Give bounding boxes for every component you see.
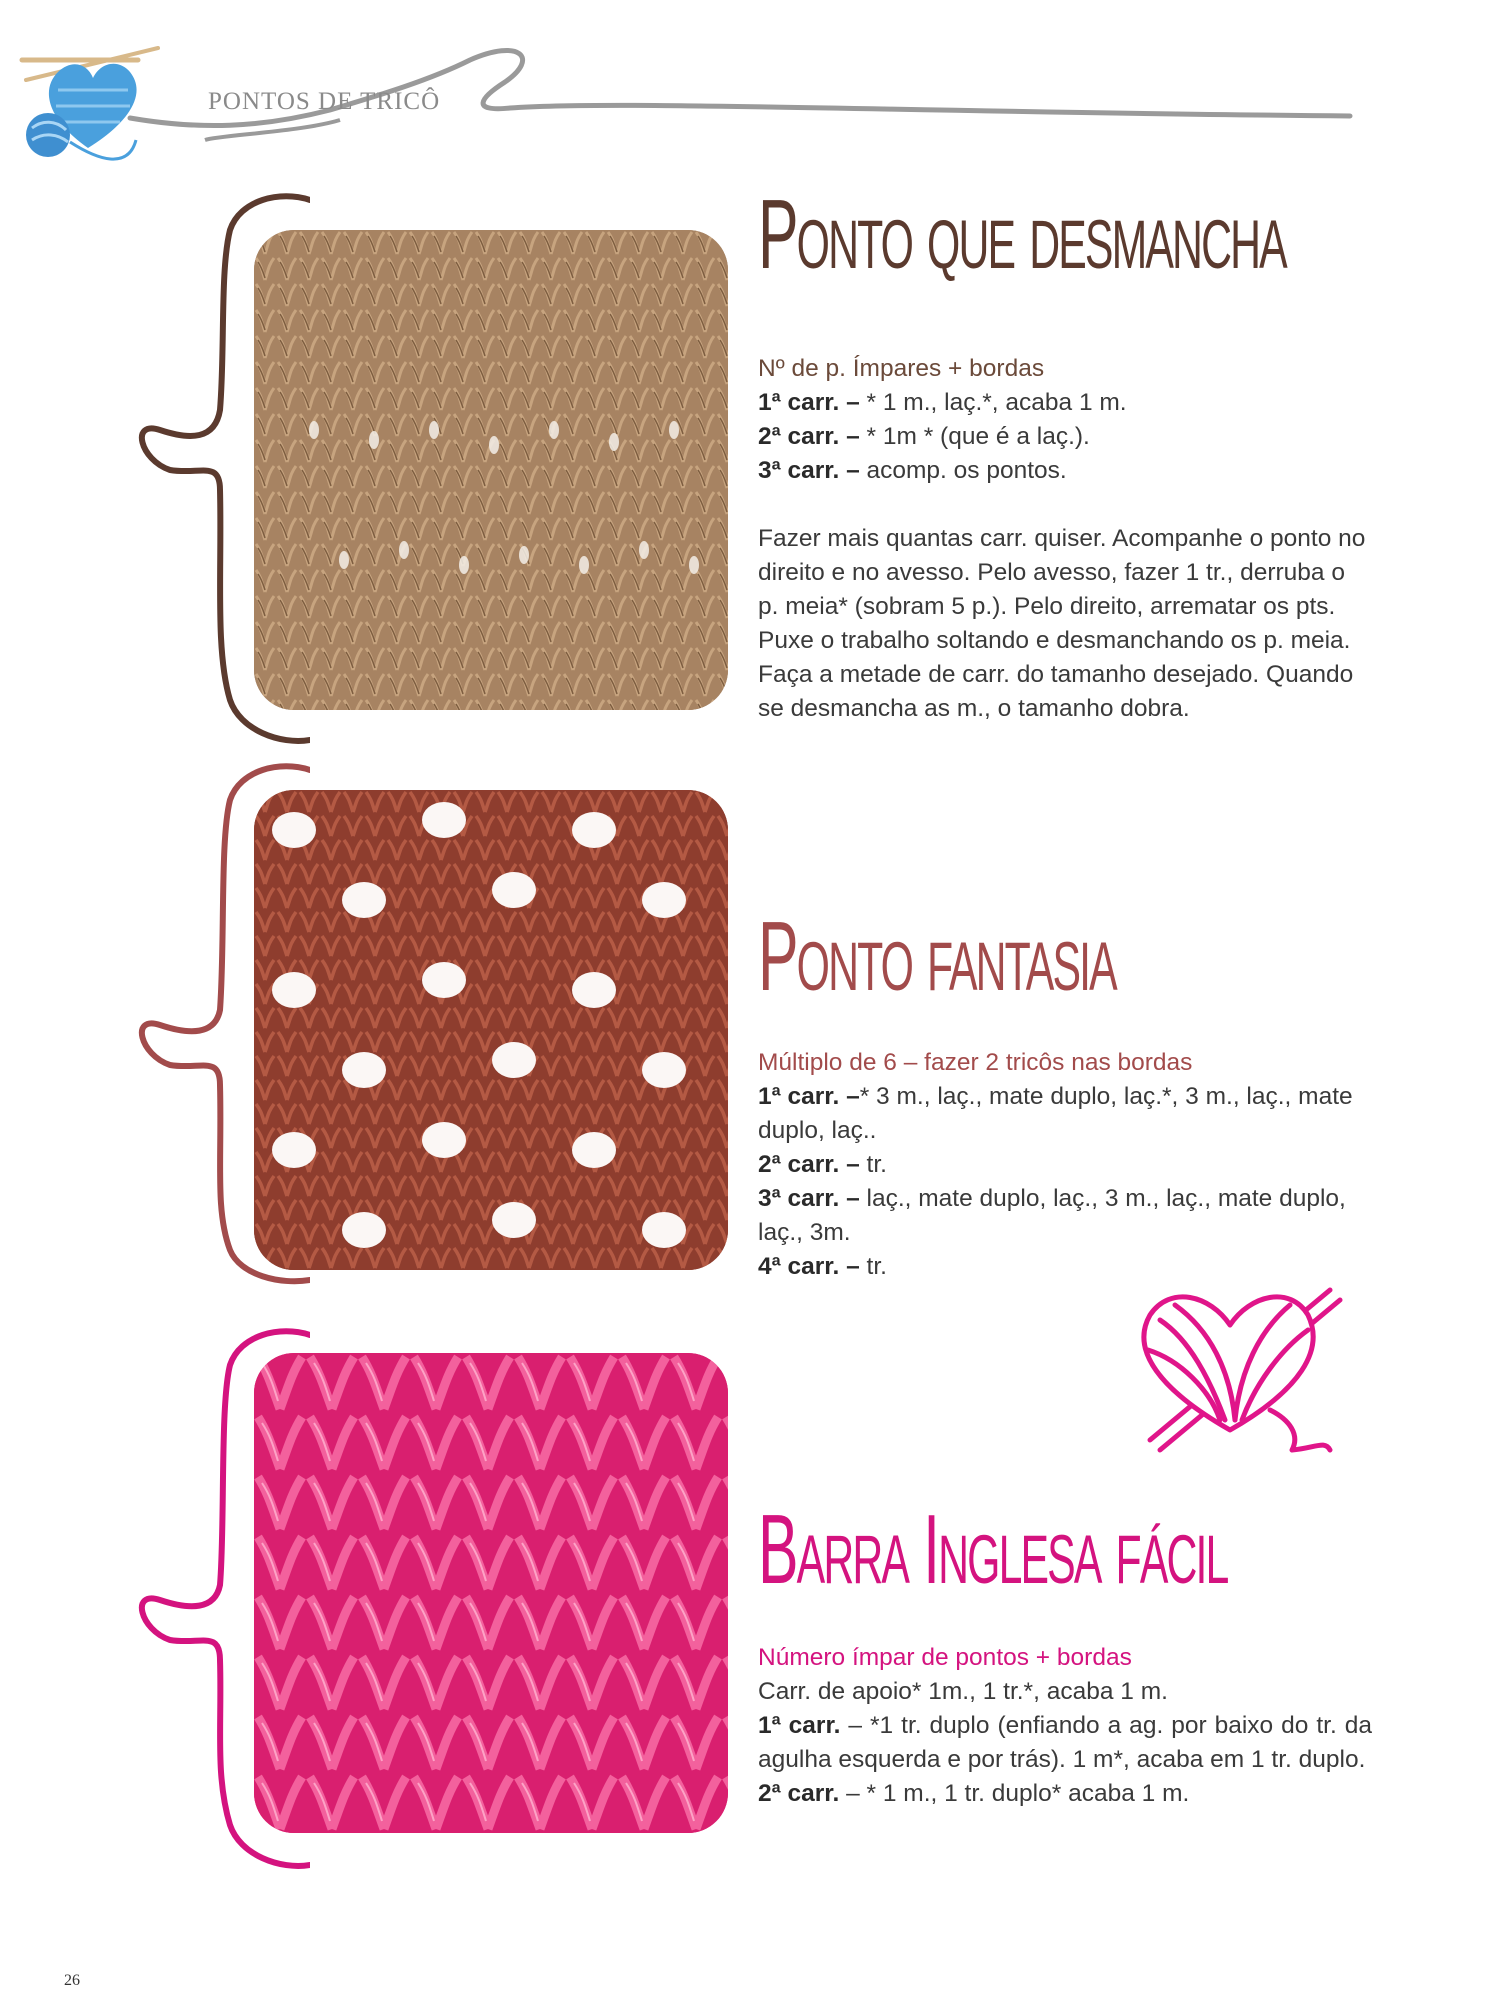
section-ponto-que-desmancha	[0, 179, 1500, 750]
knit-texture	[254, 230, 728, 710]
section-instructions	[758, 1046, 1372, 1284]
row-instruction: 2ª carr. – * 1 m., 1 tr. duplo* acaba 1 m.	[758, 1780, 1190, 1807]
row-instruction: 3ª carr. – acomp. os pontos.	[758, 457, 1067, 484]
row-instruction: 4ª carr. – tr.	[758, 1253, 887, 1280]
row-instruction: Carr. de apoio* 1m., 1 tr.*, acaba 1 m.	[758, 1678, 1168, 1705]
section-instructions	[758, 352, 1372, 726]
row-instruction: 3ª carr. – laç., mate duplo, laç., 3 m., laç., mate duplo, laç., 3m.	[758, 1185, 1346, 1246]
row-instruction: 2ª carr. – tr.	[758, 1151, 887, 1178]
knit-texture	[254, 790, 728, 1270]
knitting-heart-logo-icon	[18, 20, 178, 200]
page-number: 26	[64, 1972, 80, 1989]
section-ponto-fantasia	[0, 760, 1500, 1320]
section-title: Ponto fantasia	[758, 901, 1116, 1011]
section-title: Ponto que desmancha	[758, 179, 1286, 289]
row-instruction: 2ª carr. – * 1m * (que é a laç.).	[758, 423, 1090, 450]
page-header-title: PONTOS DE TRICÔ	[208, 88, 441, 115]
section-subtitle: Número ímpar de pontos + bordas	[758, 1644, 1132, 1671]
page-header	[0, 0, 1500, 180]
row-instruction: 1ª carr. – * 1 m., laç.*, acaba 1 m.	[758, 389, 1127, 416]
swatch-image-barra-inglesa-facil	[254, 1353, 728, 1833]
swatch-image-ponto-que-desmancha	[254, 230, 728, 710]
row-instruction: 1ª carr. – *1 tr. duplo (enfiando a ag. por baixo do tr. da agulha esquerda e por trás). 1 m*, acaba em 1 tr. duplo.	[758, 1712, 1373, 1773]
section-subtitle: Nº de p. Ímpares + bordas	[758, 355, 1045, 382]
section-instructions	[758, 1641, 1372, 1811]
section-notes: Fazer mais quantas carr. quiser. Acompanhe o ponto no direito e no avesso. Pelo avesso, fazer 1 tr., derruba o p. meia* (sobram 5 p.). Pelo direito, arrematar os pts. Puxe o trabalho soltando e desmanchando os p. meia. Faça a metade de carr. do tamanho desejado. Quando se desmancha as m., o tamanho dobra.	[758, 525, 1366, 722]
section-subtitle: Múltiplo de 6 – fazer 2 tricôs nas bordas	[758, 1049, 1193, 1076]
section-title: Barra Inglesa fácil	[758, 1494, 1228, 1604]
row-instruction: 1ª carr. –* 3 m., laç., mate duplo, laç.*, 3 m., laç., mate duplo, laç..	[758, 1083, 1353, 1144]
swatch-image-ponto-fantasia	[254, 790, 728, 1270]
knit-texture	[254, 1353, 728, 1833]
section-barra-inglesa-facil	[0, 1325, 1500, 1885]
